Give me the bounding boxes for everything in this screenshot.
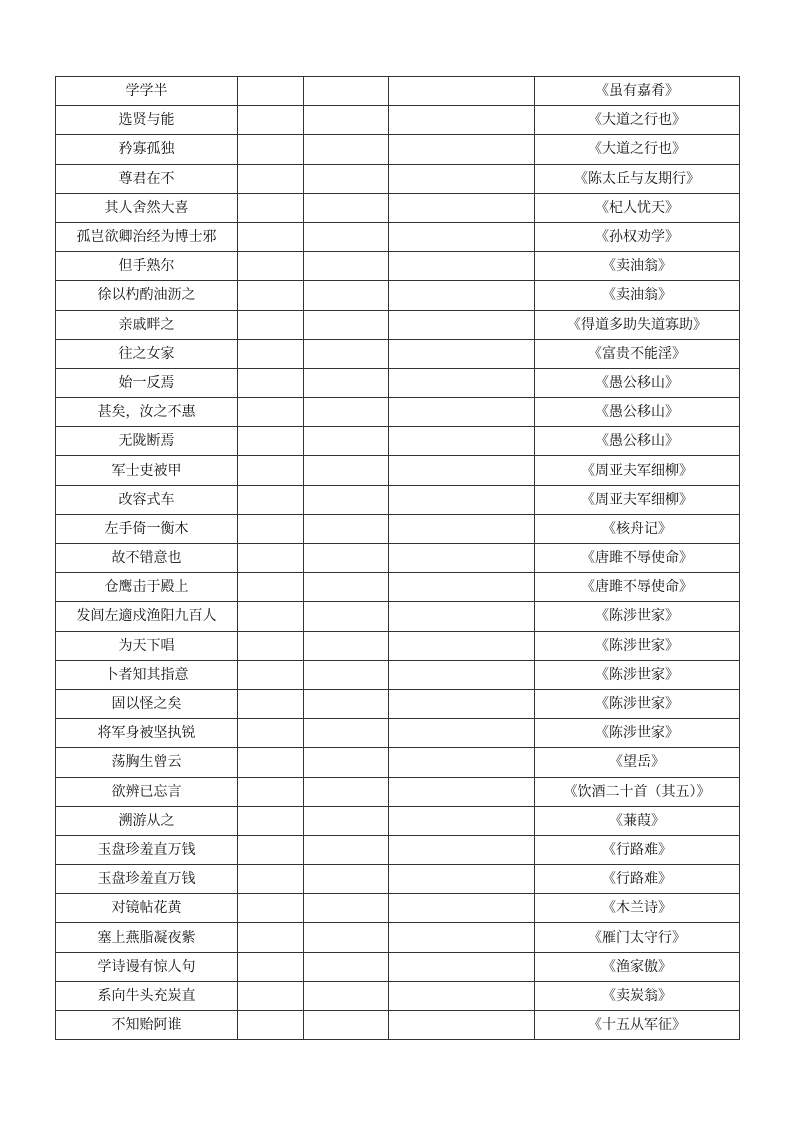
source-title-cell: 《孙权劝学》 (535, 222, 740, 251)
blank-cell-1[interactable] (238, 719, 304, 748)
blank-cell-1[interactable] (238, 222, 304, 251)
phrase-cell: 徐以杓酌油沥之 (56, 281, 238, 310)
table-row (56, 193, 740, 222)
blank-cell-3[interactable] (389, 777, 535, 806)
source-title-cell: 《愚公移山》 (535, 427, 740, 456)
blank-cell-3[interactable] (389, 835, 535, 864)
phrase-cell: 为天下唱 (56, 631, 238, 660)
blank-cell-1[interactable] (238, 602, 304, 631)
table-row (56, 748, 740, 777)
source-title-cell: 《陈涉世家》 (535, 689, 740, 718)
table-row (56, 835, 740, 864)
source-title-cell: 《杞人忧天》 (535, 193, 740, 222)
table-row (56, 923, 740, 952)
blank-cell-2[interactable] (304, 193, 389, 222)
source-title-cell: 《渔家傲》 (535, 952, 740, 981)
table-row (56, 777, 740, 806)
table-row (56, 456, 740, 485)
blank-cell-3[interactable] (389, 660, 535, 689)
blank-cell-2[interactable] (304, 777, 389, 806)
source-title-cell: 《陈涉世家》 (535, 602, 740, 631)
source-title-cell: 《得道多助失道寡助》 (535, 310, 740, 339)
table-row (56, 952, 740, 981)
blank-cell-2[interactable] (304, 339, 389, 368)
phrase-cell: 将军身被坚执锐 (56, 719, 238, 748)
blank-cell-2[interactable] (304, 135, 389, 164)
blank-cell-1[interactable] (238, 281, 304, 310)
blank-cell-3[interactable] (389, 923, 535, 952)
blank-cell-1[interactable] (238, 252, 304, 281)
blank-cell-1[interactable] (238, 748, 304, 777)
blank-cell-1[interactable] (238, 514, 304, 543)
phrase-cell: 荡胸生曾云 (56, 748, 238, 777)
blank-cell-1[interactable] (238, 164, 304, 193)
table-row (56, 514, 740, 543)
source-title-cell: 《愚公移山》 (535, 398, 740, 427)
source-title-cell: 《饮酒二十首（其五）》 (535, 777, 740, 806)
table-row (56, 544, 740, 573)
blank-cell-3[interactable] (389, 456, 535, 485)
table-row (56, 77, 740, 106)
phrase-cell: 卜者知其指意 (56, 660, 238, 689)
table-row (56, 602, 740, 631)
blank-cell-2[interactable] (304, 631, 389, 660)
blank-cell-2[interactable] (304, 310, 389, 339)
source-title-cell: 《虽有嘉肴》 (535, 77, 740, 106)
blank-cell-3[interactable] (389, 339, 535, 368)
blank-cell-2[interactable] (304, 544, 389, 573)
blank-cell-2[interactable] (304, 456, 389, 485)
table-body (56, 77, 740, 1040)
phrase-cell: 不知贻阿谁 (56, 1011, 238, 1040)
blank-cell-2[interactable] (304, 894, 389, 923)
source-title-cell: 《卖炭翁》 (535, 981, 740, 1010)
table-row (56, 981, 740, 1010)
table-row (56, 368, 740, 397)
blank-cell-2[interactable] (304, 602, 389, 631)
blank-cell-1[interactable] (238, 1011, 304, 1040)
source-title-cell: 《陈涉世家》 (535, 719, 740, 748)
blank-cell-2[interactable] (304, 398, 389, 427)
blank-cell-3[interactable] (389, 77, 535, 106)
blank-cell-3[interactable] (389, 719, 535, 748)
blank-cell-1[interactable] (238, 106, 304, 135)
blank-cell-3[interactable] (389, 310, 535, 339)
blank-cell-1[interactable] (238, 135, 304, 164)
table-row (56, 222, 740, 251)
table-row (56, 1011, 740, 1040)
phrase-cell: 发闾左適戍渔阳九百人 (56, 602, 238, 631)
blank-cell-3[interactable] (389, 748, 535, 777)
phrase-cell: 溯游从之 (56, 806, 238, 835)
phrase-cell: 学学半 (56, 77, 238, 106)
table-row (56, 135, 740, 164)
blank-cell-2[interactable] (304, 514, 389, 543)
blank-cell-2[interactable] (304, 222, 389, 251)
blank-cell-3[interactable] (389, 485, 535, 514)
source-title-cell: 《卖油翁》 (535, 252, 740, 281)
blank-cell-2[interactable] (304, 719, 389, 748)
phrase-cell: 玉盘珍羞直万钱 (56, 865, 238, 894)
blank-cell-2[interactable] (304, 952, 389, 981)
phrase-cell: 故不错意也 (56, 544, 238, 573)
phrase-cell: 孤岂欲卿治经为博士邪 (56, 222, 238, 251)
phrase-cell: 学诗谩有惊人句 (56, 952, 238, 981)
blank-cell-2[interactable] (304, 252, 389, 281)
classical-chinese-word-table (55, 76, 740, 1040)
blank-cell-1[interactable] (238, 923, 304, 952)
source-title-cell: 《行路难》 (535, 835, 740, 864)
source-title-cell: 《愚公移山》 (535, 368, 740, 397)
source-title-cell: 《陈涉世家》 (535, 631, 740, 660)
blank-cell-2[interactable] (304, 368, 389, 397)
blank-cell-1[interactable] (238, 777, 304, 806)
blank-cell-3[interactable] (389, 281, 535, 310)
source-title-cell: 《行路难》 (535, 865, 740, 894)
blank-cell-2[interactable] (304, 865, 389, 894)
source-title-cell: 《周亚夫军细柳》 (535, 485, 740, 514)
blank-cell-2[interactable] (304, 806, 389, 835)
blank-cell-1[interactable] (238, 339, 304, 368)
blank-cell-1[interactable] (238, 835, 304, 864)
phrase-cell: 固以怪之矣 (56, 689, 238, 718)
phrase-cell: 欲辨已忘言 (56, 777, 238, 806)
table-row (56, 573, 740, 602)
phrase-cell: 选贤与能 (56, 106, 238, 135)
table-row (56, 310, 740, 339)
phrase-cell: 甚矣，汝之不惠 (56, 398, 238, 427)
blank-cell-3[interactable] (389, 222, 535, 251)
blank-cell-2[interactable] (304, 748, 389, 777)
blank-cell-2[interactable] (304, 106, 389, 135)
phrase-cell: 塞上燕脂凝夜紫 (56, 923, 238, 952)
blank-cell-3[interactable] (389, 602, 535, 631)
blank-cell-1[interactable] (238, 981, 304, 1010)
phrase-cell: 亲戚畔之 (56, 310, 238, 339)
blank-cell-3[interactable] (389, 865, 535, 894)
phrase-cell: 仓鹰击于殿上 (56, 573, 238, 602)
blank-cell-2[interactable] (304, 573, 389, 602)
blank-cell-2[interactable] (304, 835, 389, 864)
blank-cell-3[interactable] (389, 164, 535, 193)
table-row (56, 164, 740, 193)
source-title-cell: 《十五从军征》 (535, 1011, 740, 1040)
blank-cell-3[interactable] (389, 106, 535, 135)
phrase-cell: 尊君在不 (56, 164, 238, 193)
phrase-cell: 矜寡孤独 (56, 135, 238, 164)
table-row (56, 894, 740, 923)
blank-cell-2[interactable] (304, 660, 389, 689)
source-title-cell: 《雁门太守行》 (535, 923, 740, 952)
blank-cell-1[interactable] (238, 631, 304, 660)
blank-cell-3[interactable] (389, 514, 535, 543)
source-title-cell: 《蒹葭》 (535, 806, 740, 835)
blank-cell-3[interactable] (389, 952, 535, 981)
phrase-cell: 左手倚一衡木 (56, 514, 238, 543)
blank-cell-1[interactable] (238, 456, 304, 485)
table-row (56, 398, 740, 427)
blank-cell-2[interactable] (304, 923, 389, 952)
blank-cell-1[interactable] (238, 689, 304, 718)
phrase-cell: 但手熟尔 (56, 252, 238, 281)
table-row (56, 427, 740, 456)
blank-cell-1[interactable] (238, 660, 304, 689)
blank-cell-3[interactable] (389, 631, 535, 660)
blank-cell-3[interactable] (389, 981, 535, 1010)
blank-cell-3[interactable] (389, 368, 535, 397)
table-row (56, 806, 740, 835)
blank-cell-1[interactable] (238, 544, 304, 573)
phrase-cell: 往之女家 (56, 339, 238, 368)
blank-cell-1[interactable] (238, 427, 304, 456)
blank-cell-3[interactable] (389, 427, 535, 456)
worksheet-table-container (55, 76, 739, 1040)
table-row (56, 660, 740, 689)
phrase-cell: 无陇断焉 (56, 427, 238, 456)
phrase-cell: 军士吏被甲 (56, 456, 238, 485)
phrase-cell: 玉盘珍羞直万钱 (56, 835, 238, 864)
blank-cell-2[interactable] (304, 77, 389, 106)
blank-cell-1[interactable] (238, 865, 304, 894)
blank-cell-3[interactable] (389, 1011, 535, 1040)
blank-cell-2[interactable] (304, 981, 389, 1010)
source-title-cell: 《陈涉世家》 (535, 660, 740, 689)
table-row (56, 865, 740, 894)
blank-cell-1[interactable] (238, 952, 304, 981)
table-row (56, 339, 740, 368)
table-row (56, 106, 740, 135)
phrase-cell: 始一反焉 (56, 368, 238, 397)
source-title-cell: 《望岳》 (535, 748, 740, 777)
blank-cell-2[interactable] (304, 1011, 389, 1040)
blank-cell-2[interactable] (304, 427, 389, 456)
table-row (56, 719, 740, 748)
blank-cell-2[interactable] (304, 281, 389, 310)
blank-cell-3[interactable] (389, 544, 535, 573)
phrase-cell: 对镜帖花黄 (56, 894, 238, 923)
blank-cell-3[interactable] (389, 894, 535, 923)
table-row (56, 631, 740, 660)
blank-cell-3[interactable] (389, 193, 535, 222)
table-row (56, 281, 740, 310)
table-row (56, 485, 740, 514)
blank-cell-3[interactable] (389, 398, 535, 427)
blank-cell-1[interactable] (238, 573, 304, 602)
source-title-cell: 《唐雎不辱使命》 (535, 544, 740, 573)
blank-cell-2[interactable] (304, 689, 389, 718)
blank-cell-2[interactable] (304, 485, 389, 514)
blank-cell-3[interactable] (389, 689, 535, 718)
phrase-cell: 其人舍然大喜 (56, 193, 238, 222)
table-row (56, 689, 740, 718)
source-title-cell: 《周亚夫军细柳》 (535, 456, 740, 485)
blank-cell-3[interactable] (389, 135, 535, 164)
blank-cell-3[interactable] (389, 252, 535, 281)
source-title-cell: 《唐雎不辱使命》 (535, 573, 740, 602)
source-title-cell: 《木兰诗》 (535, 894, 740, 923)
source-title-cell: 《富贵不能淫》 (535, 339, 740, 368)
source-title-cell: 《核舟记》 (535, 514, 740, 543)
phrase-cell: 改容式车 (56, 485, 238, 514)
blank-cell-1[interactable] (238, 485, 304, 514)
table-row (56, 252, 740, 281)
blank-cell-1[interactable] (238, 894, 304, 923)
blank-cell-1[interactable] (238, 310, 304, 339)
source-title-cell: 《陈太丘与友期行》 (535, 164, 740, 193)
blank-cell-1[interactable] (238, 398, 304, 427)
blank-cell-1[interactable] (238, 77, 304, 106)
blank-cell-1[interactable] (238, 368, 304, 397)
source-title-cell: 《卖油翁》 (535, 281, 740, 310)
blank-cell-1[interactable] (238, 806, 304, 835)
blank-cell-1[interactable] (238, 193, 304, 222)
blank-cell-3[interactable] (389, 573, 535, 602)
phrase-cell: 系向牛头充炭直 (56, 981, 238, 1010)
blank-cell-2[interactable] (304, 164, 389, 193)
source-title-cell: 《大道之行也》 (535, 106, 740, 135)
blank-cell-3[interactable] (389, 806, 535, 835)
source-title-cell: 《大道之行也》 (535, 135, 740, 164)
